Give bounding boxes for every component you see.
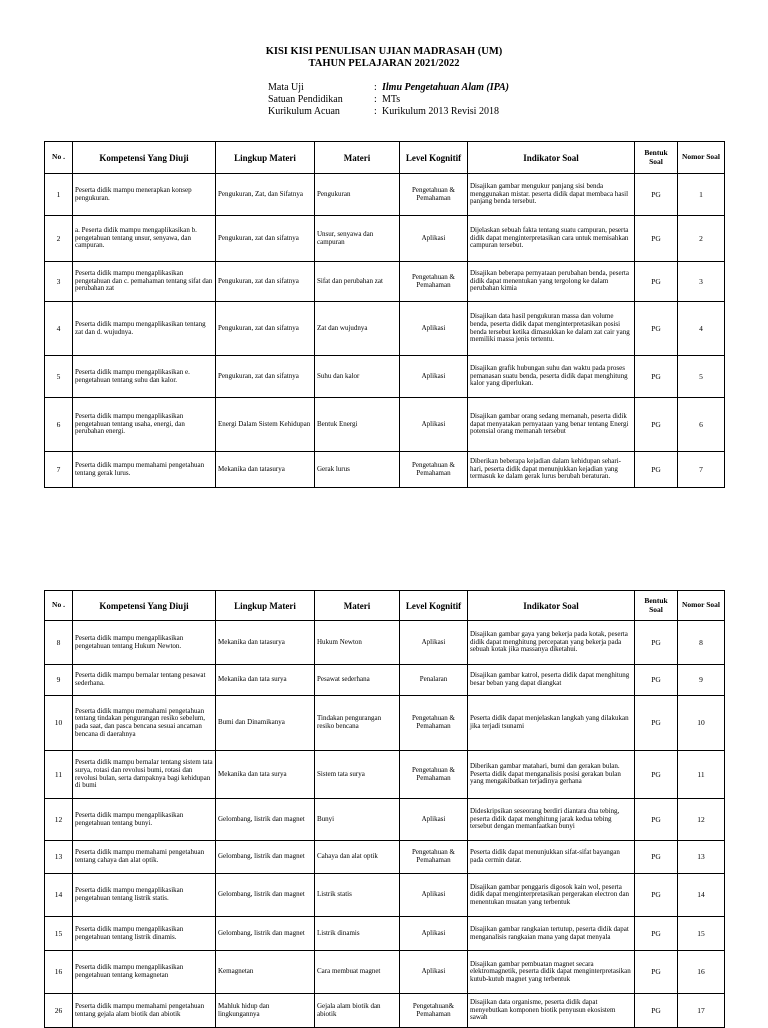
cell-nomor: 5 <box>678 356 725 398</box>
cell-bentuk: PG <box>635 398 678 452</box>
cell-indikator: Dideskripsikan seseorang berdiri diantara dua tebing, peserta didik dapat menghitung jarak kedua tebing tersebut dengan memanfaatkan bunyi <box>468 799 635 841</box>
cell-lingkup: Mekanika dan tatasurya <box>216 452 315 488</box>
meta-separator: : <box>374 106 377 117</box>
cell-materi: Listrik dinamis <box>315 917 400 951</box>
meta-row-school <box>268 94 509 106</box>
header-indikator: Indikator Soal <box>468 142 635 174</box>
cell-lingkup: Gelombang, listrik dan magnet <box>216 917 315 951</box>
cell-level: Penalaran <box>400 665 468 696</box>
cell-lingkup: Pengukuran, zat dan sifatnya <box>216 216 315 262</box>
table-row <box>45 751 725 799</box>
academic-year: TAHUN PELAJARAN 2021/2022 <box>308 58 460 69</box>
cell-indikator: Diberikan beberapa kejadian dalam kehidupan sehari-hari, peserta didik dapat menunjukkan kejadian yang termasuk ke dalam gerak lurus berubah beraturan. <box>468 452 635 488</box>
cell-materi: Pengukuran <box>315 174 400 216</box>
header-indikator: Indikator Soal <box>468 591 635 621</box>
header-materi: Materi <box>315 591 400 621</box>
table-row <box>45 216 725 262</box>
cell-materi: Suhu dan kalor <box>315 356 400 398</box>
cell-indikator: Disajikan beberapa pernyataan perubahan benda, peserta didik dapat menentukan yang tergolong ke dalam perubahan kimia <box>468 262 635 302</box>
table-row <box>45 302 725 356</box>
table-row <box>45 696 725 751</box>
table-row <box>45 917 725 951</box>
header-level: Level Kognitif <box>400 591 468 621</box>
cell-level: Aplikasi <box>400 621 468 665</box>
cell-lingkup: Mekanika dan tatasurya <box>216 621 315 665</box>
meta-row-subject <box>268 82 509 94</box>
header-no: No . <box>45 142 73 174</box>
cell-nomor: 7 <box>678 452 725 488</box>
cell-kompetensi: Peserta didik mampu mengaplikasikan tentang zat dan d. wujudnya. <box>73 302 216 356</box>
cell-lingkup: Kemagnetan <box>216 951 315 994</box>
header-lingkup: Lingkup Materi <box>216 142 315 174</box>
cell-nomor: 3 <box>678 262 725 302</box>
cell-bentuk: PG <box>635 994 678 1028</box>
cell-indikator: Disajikan gambar rangkaian tertutup, peserta didik dapat menganalisis rangkaian mana yang dapat menyala <box>468 917 635 951</box>
cell-indikator: Dijelaskan sebuah fakta tentang suatu campuran, peserta didik dapat menginterpretasikan cara untuk memisahkan campuran tersebut. <box>468 216 635 262</box>
cell-bentuk: PG <box>635 841 678 874</box>
cell-kompetensi: Peserta didik mampu mengaplikasikan pengetahuan tentang kemagnetan <box>73 951 216 994</box>
cell-nomor: 11 <box>678 751 725 799</box>
cell-indikator: Diberikan gambar matahari, bumi dan gerakan bulan. Peserta didik dapat menganalisis posisi gerakan bulan yang mengakibatkan terjadinya gerhana <box>468 751 635 799</box>
cell-bentuk: PG <box>635 874 678 917</box>
cell-bentuk: PG <box>635 356 678 398</box>
table-row <box>45 799 725 841</box>
cell-bentuk: PG <box>635 452 678 488</box>
cell-lingkup: Energi Dalam Sistem Kehidupan <box>216 398 315 452</box>
cell-level: Pengetahuan& Pemahaman <box>400 994 468 1028</box>
cell-level: Aplikasi <box>400 216 468 262</box>
table-row <box>45 356 725 398</box>
cell-kompetensi: Peserta didik mampu bernalar tentang pesawat sederhana. <box>73 665 216 696</box>
cell-no: 10 <box>45 696 73 751</box>
cell-kompetensi: Peserta didik mampu mengaplikasikan pengetahuan dan c. pemahaman tentang sifat dan perubahan zat <box>73 262 216 302</box>
header-level: Level Kognitif <box>400 142 468 174</box>
cell-bentuk: PG <box>635 262 678 302</box>
cell-no: 7 <box>45 452 73 488</box>
table-row <box>45 621 725 665</box>
cell-kompetensi: Peserta didik mampu mengaplikasikan pengetahuan tentang listrik statis. <box>73 874 216 917</box>
header-nomor: Nomor Soal <box>678 591 725 621</box>
cell-kompetensi: Peserta didik mampu memahami pengetahuan tentang cahaya dan alat optik. <box>73 841 216 874</box>
cell-bentuk: PG <box>635 951 678 994</box>
table-row <box>45 398 725 452</box>
cell-no: 3 <box>45 262 73 302</box>
cell-lingkup: Pengukuran, zat dan sifatnya <box>216 302 315 356</box>
header-kompetensi: Kompetensi Yang Diuji <box>73 591 216 621</box>
header-lingkup: Lingkup Materi <box>216 591 315 621</box>
cell-materi: Pesawat sederhana <box>315 665 400 696</box>
kisi-table-1 <box>44 141 725 488</box>
table-row <box>45 262 725 302</box>
cell-indikator: Disajikan gambar katrol, peserta didik dapat menghitung besar beban yang dapat diangkat <box>468 665 635 696</box>
cell-nomor: 16 <box>678 951 725 994</box>
cell-kompetensi: Peserta didik mampu memahami pengetahuan tentang gejala alam biotik dan abiotik <box>73 994 216 1028</box>
meta-block <box>268 82 509 118</box>
table-header-row <box>45 591 725 621</box>
cell-lingkup: Gelombang, listrik dan magnet <box>216 841 315 874</box>
cell-level: Pengetahuan & Pemahaman <box>400 696 468 751</box>
meta-row-curriculum <box>268 106 509 118</box>
cell-bentuk: PG <box>635 696 678 751</box>
cell-indikator: Disajikan data organisme, peserta didik dapat menyebutkan komponen biotik penyusun ekosistem sawah <box>468 994 635 1028</box>
cell-kompetensi: Peserta didik mampu mengaplikasikan pengetahuan tentang usaha, energi, dan perubahan energi. <box>73 398 216 452</box>
cell-materi: Bentuk Energi <box>315 398 400 452</box>
document-title: KISI KISI PENULISAN UJIAN MADRASAH (UM) <box>265 46 503 57</box>
cell-materi: Hukum Newton <box>315 621 400 665</box>
cell-nomor: 2 <box>678 216 725 262</box>
cell-no: 14 <box>45 874 73 917</box>
table-header-row <box>45 142 725 174</box>
cell-level: Pengetahuan & Pemahaman <box>400 452 468 488</box>
cell-nomor: 9 <box>678 665 725 696</box>
cell-no: 15 <box>45 917 73 951</box>
cell-nomor: 4 <box>678 302 725 356</box>
table-row <box>45 951 725 994</box>
table-1-body <box>45 174 725 488</box>
cell-no: 16 <box>45 951 73 994</box>
cell-materi: Cara membuat magnet <box>315 951 400 994</box>
cell-lingkup: Gelombang, listrik dan magnet <box>216 799 315 841</box>
cell-indikator: Disajikan gambar orang sedang memanah, peserta didik dapat menyatakan pernyataan yang benar tentang Energi potensial orang memanah tersebut <box>468 398 635 452</box>
cell-no: 13 <box>45 841 73 874</box>
cell-level: Pengetahuan & Pemahaman <box>400 174 468 216</box>
cell-indikator: Disajikan data hasil pengukuran massa dan volume benda, peserta didik dapat menginterpretasikan posisi benda tersebut ketika dimasukkan ke dalam zat cair yang memiliki massa jenis tertentu. <box>468 302 635 356</box>
header-bentuk: Bentuk Soal <box>635 591 678 621</box>
cell-indikator: Peserta didik dapat menunjukkan sifat-sifat bayangan pada cermin datar. <box>468 841 635 874</box>
cell-kompetensi: Peserta didik mampu mengaplikasikan pengetahuan tentang bunyi. <box>73 799 216 841</box>
cell-materi: Sifat dan perubahan zat <box>315 262 400 302</box>
kisi-table-2 <box>44 590 725 1028</box>
cell-level: Aplikasi <box>400 917 468 951</box>
cell-kompetensi: Peserta didik mampu memahami pengetahuan tentang gerak lurus. <box>73 452 216 488</box>
cell-materi: Bunyi <box>315 799 400 841</box>
cell-lingkup: Pengukuran, zat dan sifatnya <box>216 356 315 398</box>
meta-value-curriculum: Kurikulum 2013 Revisi 2018 <box>382 106 499 117</box>
meta-label: Kurikulum Acuan <box>268 106 340 117</box>
cell-lingkup: Gelombang, listrik dan magnet <box>216 874 315 917</box>
cell-nomor: 13 <box>678 841 725 874</box>
cell-no: 12 <box>45 799 73 841</box>
table-row <box>45 665 725 696</box>
cell-kompetensi: Peserta didik mampu mengaplikasikan e. pengetahuan tentang suhu dan kalor. <box>73 356 216 398</box>
cell-nomor: 10 <box>678 696 725 751</box>
cell-bentuk: PG <box>635 621 678 665</box>
cell-lingkup: Mahluk hidup dan lingkungannya <box>216 994 315 1028</box>
cell-bentuk: PG <box>635 751 678 799</box>
cell-no: 2 <box>45 216 73 262</box>
meta-value-subject: Ilmu Pengetahuan Alam (IPA) <box>382 82 509 93</box>
cell-level: Aplikasi <box>400 356 468 398</box>
header-nomor: Nomor Soal <box>678 142 725 174</box>
table-row <box>45 994 725 1028</box>
meta-value-school: MTs <box>382 94 401 105</box>
cell-level: Pengetahuan & Pemahaman <box>400 841 468 874</box>
cell-indikator: Peserta didik dapat menjelaskan langkah yang dilakukan jika terjadi tsunami <box>468 696 635 751</box>
cell-bentuk: PG <box>635 665 678 696</box>
cell-no: 1 <box>45 174 73 216</box>
cell-level: Aplikasi <box>400 799 468 841</box>
table-row <box>45 874 725 917</box>
cell-nomor: 1 <box>678 174 725 216</box>
cell-indikator: Disajikan gambar pembuatan magnet secara elektromagnetik, peserta didik dapat menginterpretasikan kutub-kutub magnet yang terbentuk <box>468 951 635 994</box>
table-2-body <box>45 621 725 1028</box>
cell-lingkup: Mekanika dan tata surya <box>216 665 315 696</box>
cell-nomor: 8 <box>678 621 725 665</box>
cell-level: Aplikasi <box>400 302 468 356</box>
cell-no: 6 <box>45 398 73 452</box>
table-row <box>45 452 725 488</box>
cell-materi: Cahaya dan alat optik <box>315 841 400 874</box>
cell-nomor: 14 <box>678 874 725 917</box>
meta-label: Mata Uji <box>268 82 304 93</box>
cell-no: 8 <box>45 621 73 665</box>
meta-label: Satuan Pendidikan <box>268 94 343 105</box>
cell-no: 26 <box>45 994 73 1028</box>
cell-bentuk: PG <box>635 302 678 356</box>
cell-nomor: 12 <box>678 799 725 841</box>
cell-kompetensi: Peserta didik mampu menerapkan konsep pengukuran. <box>73 174 216 216</box>
cell-materi: Tindakan pengurangan resiko bencana <box>315 696 400 751</box>
cell-lingkup: Mekanika dan tata surya <box>216 751 315 799</box>
header-kompetensi: Kompetensi Yang Diuji <box>73 142 216 174</box>
cell-lingkup: Pengukuran, zat dan sifatnya <box>216 262 315 302</box>
cell-no: 9 <box>45 665 73 696</box>
header-bentuk: Bentuk Soal <box>635 142 678 174</box>
cell-materi: Sistem tata surya <box>315 751 400 799</box>
cell-nomor: 15 <box>678 917 725 951</box>
cell-materi: Listrik statis <box>315 874 400 917</box>
cell-indikator: Disajikan grafik hubungan suhu dan waktu pada proses pemanasan suatu benda, peserta didik dapat menghitung kalor yang diperlukan. <box>468 356 635 398</box>
cell-nomor: 17 <box>678 994 725 1028</box>
cell-no: 5 <box>45 356 73 398</box>
cell-level: Aplikasi <box>400 874 468 917</box>
cell-level: Aplikasi <box>400 951 468 994</box>
header-materi: Materi <box>315 142 400 174</box>
table-row <box>45 841 725 874</box>
cell-lingkup: Bumi dan Dinamikanya <box>216 696 315 751</box>
cell-bentuk: PG <box>635 799 678 841</box>
cell-indikator: Disajikan gambar gaya yang bekerja pada kotak, peserta didik dapat menghitung percepatan yang bekerja pada sebuah kotak jika massanya diketahui. <box>468 621 635 665</box>
cell-no: 11 <box>45 751 73 799</box>
cell-kompetensi: a. Peserta didik mampu mengaplikasikan b. pengetahuan tentang unsur, senyawa, dan campuran. <box>73 216 216 262</box>
cell-bentuk: PG <box>635 917 678 951</box>
cell-bentuk: PG <box>635 174 678 216</box>
cell-materi: Gejala alam biotik dan abiotik <box>315 994 400 1028</box>
cell-level: Pengetahuan & Pemahaman <box>400 262 468 302</box>
cell-materi: Zat dan wujudnya <box>315 302 400 356</box>
cell-kompetensi: Peserta didik mampu memahami pengetahuan tentang tindakan pengurangan resiko sebelum, pada saat, dan pasca bencana sesuai ancaman bencana di daerahnya <box>73 696 216 751</box>
cell-materi: Unsur, senyawa dan campuran <box>315 216 400 262</box>
cell-indikator: Disajikan gambar penggaris digosok kain wol, peserta didik dapat menginterpretasikan pergerakan electron dan menentukan muatan yang terbentuk <box>468 874 635 917</box>
cell-no: 4 <box>45 302 73 356</box>
table-row <box>45 174 725 216</box>
header-no: No . <box>45 591 73 621</box>
cell-kompetensi: Peserta didik mampu mengaplikasikan pengetahuan tentang listrik dinamis. <box>73 917 216 951</box>
cell-kompetensi: Peserta didik mampu bernalar tentang sistem tata surya, rotasi dan revolusi bumi, rotasi dan revolusi bulan, serta dampaknya bagi kehidupan di bumi <box>73 751 216 799</box>
cell-indikator: Disajikan gambar mengukur panjang sisi benda menggunakan mistar. peserta didik dapat membaca hasil panjang benda tersebut. <box>468 174 635 216</box>
cell-materi: Gerak lurus <box>315 452 400 488</box>
cell-nomor: 6 <box>678 398 725 452</box>
cell-level: Pengetahuan & Pemahaman <box>400 751 468 799</box>
cell-level: Aplikasi <box>400 398 468 452</box>
meta-separator: : <box>374 82 377 93</box>
cell-bentuk: PG <box>635 216 678 262</box>
cell-kompetensi: Peserta didik mampu mengaplikasikan pengetahuan tentang Hukum Newton. <box>73 621 216 665</box>
cell-lingkup: Pengukuran, Zat, dan Sifatnya <box>216 174 315 216</box>
meta-separator: : <box>374 94 377 105</box>
